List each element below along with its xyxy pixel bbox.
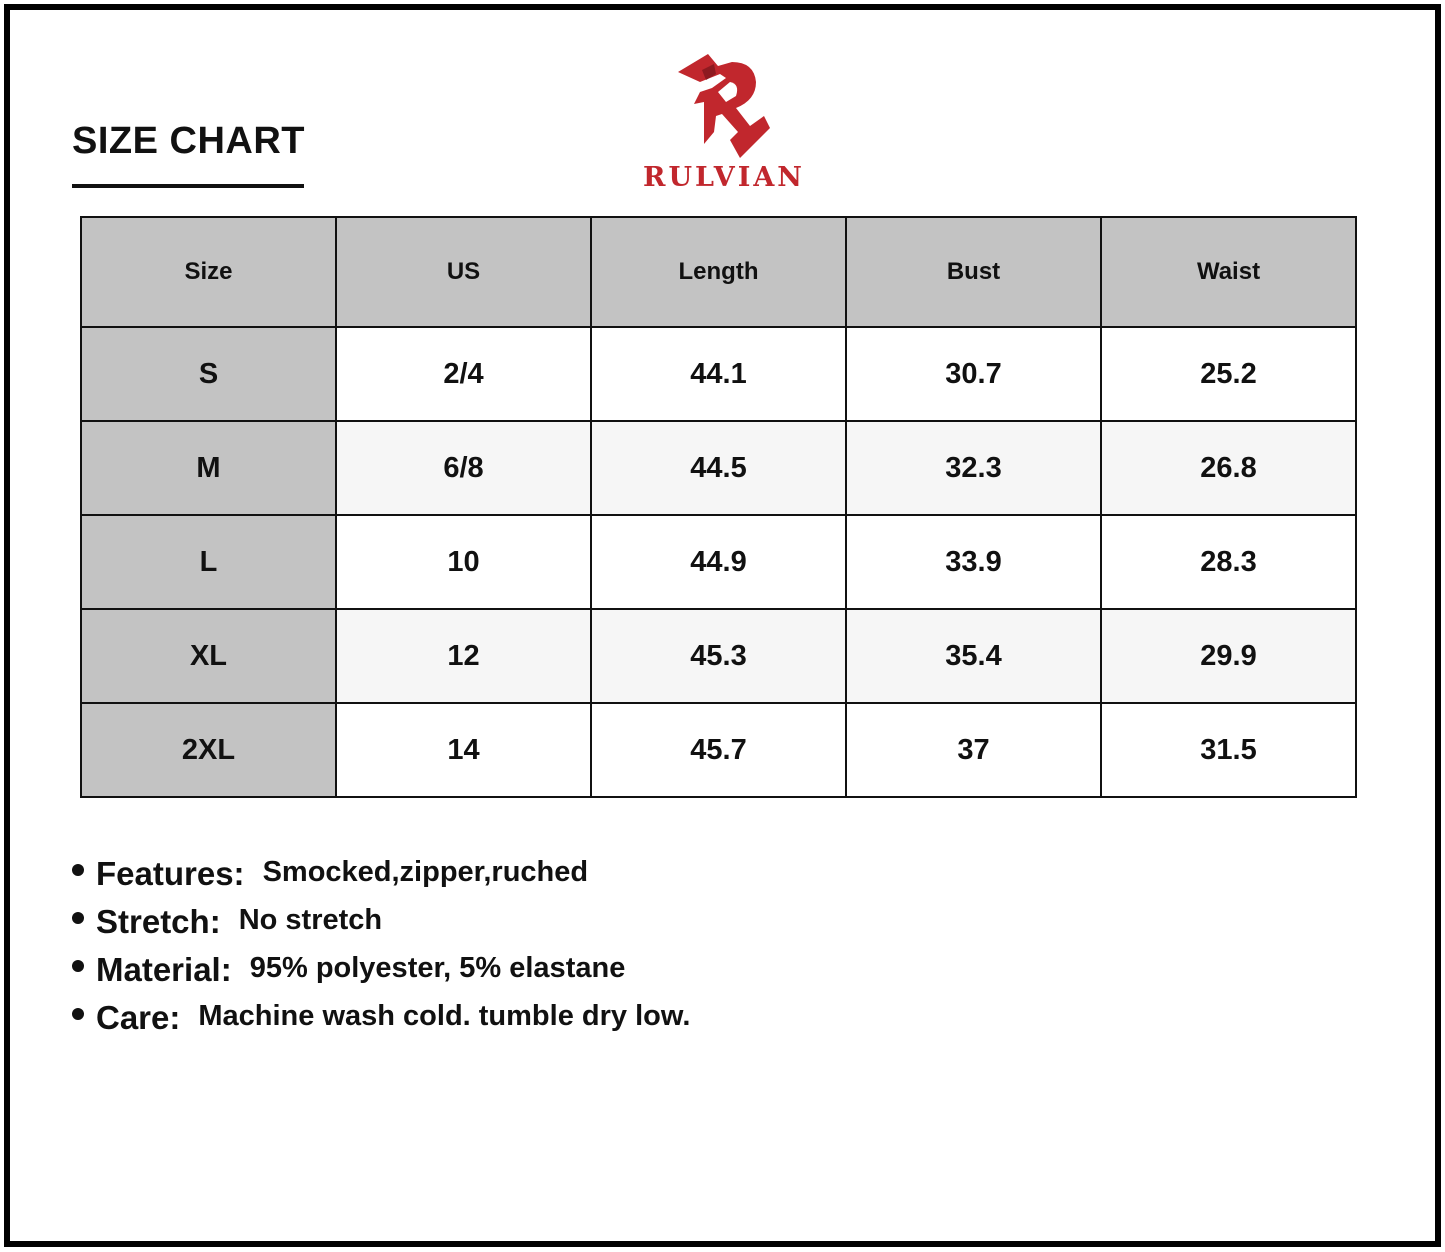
spec-material <box>72 944 690 992</box>
header-cell: Waist <box>1101 217 1356 327</box>
size-table <box>80 216 1357 798</box>
page-title: SIZE CHART <box>72 120 305 162</box>
table-cell: 10 <box>336 515 591 609</box>
table-cell: 32.3 <box>846 421 1101 515</box>
table-cell: 45.3 <box>591 609 846 703</box>
brand-logo <box>624 52 824 198</box>
size-cell: 2XL <box>81 703 336 797</box>
table-cell: 14 <box>336 703 591 797</box>
table-row <box>81 421 1356 515</box>
table-row <box>81 515 1356 609</box>
header-cell: Size <box>81 217 336 327</box>
size-cell: M <box>81 421 336 515</box>
spec-label: Material: <box>96 951 232 988</box>
size-cell: L <box>81 515 336 609</box>
table-cell: 44.1 <box>591 327 846 421</box>
spec-value: No stretch <box>238 903 383 936</box>
size-cell: XL <box>81 609 336 703</box>
bullet-icon <box>72 912 84 924</box>
header-cell: US <box>336 217 591 327</box>
table-cell: 26.8 <box>1101 421 1356 515</box>
spec-stretch <box>72 896 690 944</box>
header-cell: Length <box>591 217 846 327</box>
table-cell: 28.3 <box>1101 515 1356 609</box>
spec-label: Stretch: <box>96 903 221 940</box>
table-cell: 33.9 <box>846 515 1101 609</box>
table-cell: 35.4 <box>846 609 1101 703</box>
bullet-icon <box>72 864 84 876</box>
table-row <box>81 609 1356 703</box>
bullet-icon <box>72 1008 84 1020</box>
header-cell: Bust <box>846 217 1101 327</box>
table-cell: 44.5 <box>591 421 846 515</box>
table-header-row <box>81 217 1356 327</box>
table-cell: 45.7 <box>591 703 846 797</box>
table-cell: 29.9 <box>1101 609 1356 703</box>
title-underline <box>72 184 304 188</box>
spec-label: Features: <box>96 855 245 892</box>
spec-value: Machine wash cold. tumble dry low. <box>198 999 691 1032</box>
spec-label: Care: <box>96 999 181 1036</box>
table-cell: 2/4 <box>336 327 591 421</box>
spec-value: 95% polyester, 5% elastane <box>249 951 626 984</box>
table-cell: 31.5 <box>1101 703 1356 797</box>
table-cell: 37 <box>846 703 1101 797</box>
table-row <box>81 703 1356 797</box>
product-specs <box>72 848 690 1040</box>
spec-value: Smocked,zipper,ruched <box>262 855 589 888</box>
table-row <box>81 327 1356 421</box>
spec-features <box>72 848 690 896</box>
brand-name: RULVIAN <box>643 162 805 193</box>
stylized-r-logo-icon <box>674 52 774 160</box>
bullet-icon <box>72 960 84 972</box>
table-cell: 44.9 <box>591 515 846 609</box>
table-cell: 30.7 <box>846 327 1101 421</box>
table-cell: 12 <box>336 609 591 703</box>
spec-care <box>72 992 690 1040</box>
table-cell: 6/8 <box>336 421 591 515</box>
table-cell: 25.2 <box>1101 327 1356 421</box>
size-cell: S <box>81 327 336 421</box>
